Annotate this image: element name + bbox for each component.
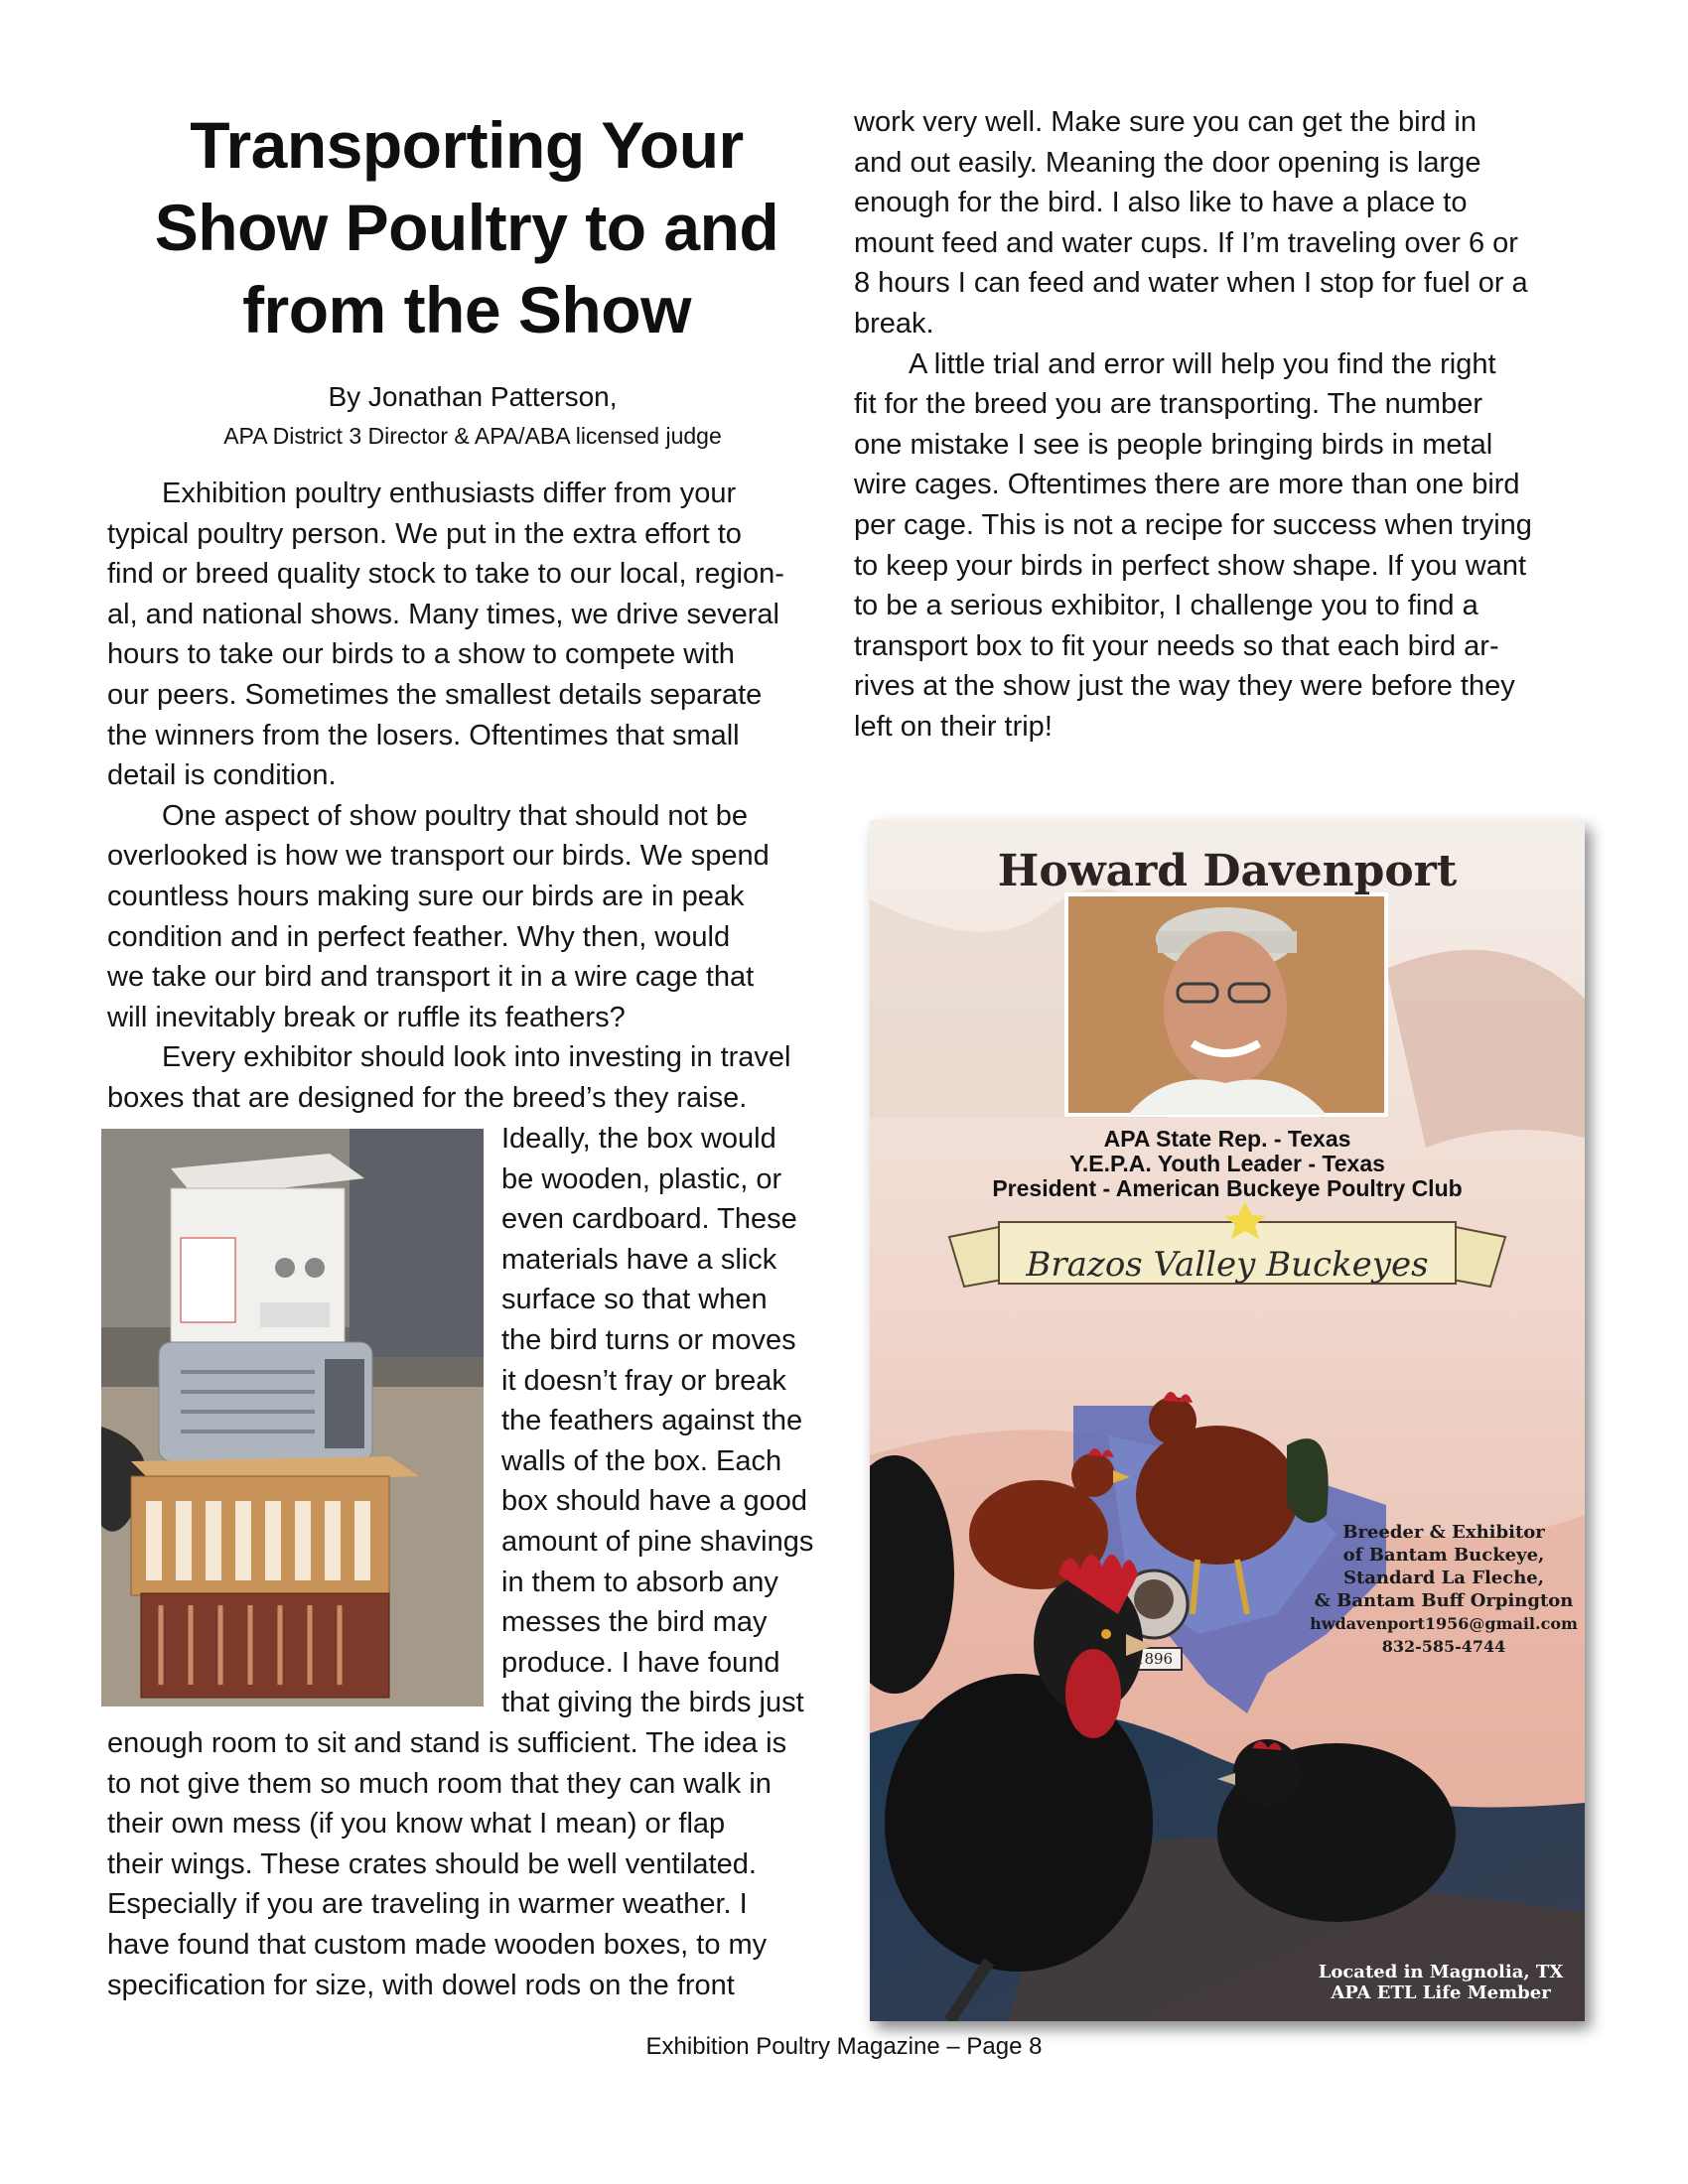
ad-location: Located in Magnolia, TX APA ETL Life Member — [1318, 1962, 1564, 2003]
body-paragraph: enough room to sit and stand is sufficient. The idea is to not give them so much room that they can walk in their own mess (if you know what I mean) or flap their wings. These crates should be well ventilated. Especially if you are traveling in warmer weather. I have found that custom made wooden boxes, to my specification for size, with dowel rods on the front — [107, 1727, 787, 2001]
ad-email: hwdavenport1956@gmail.com — [1310, 1614, 1578, 1633]
ad-background — [870, 820, 1585, 2021]
page-footer: Exhibition Poultry Magazine – Page 8 — [645, 2033, 1043, 2060]
ad-banner-text: Brazos Valley Buckeyes — [1026, 1245, 1429, 1285]
title-line: Transporting Your — [190, 108, 744, 182]
howard-davenport-ad — [870, 820, 1585, 2021]
ad-role: President - American Buckeye Poultry Club — [992, 1175, 1463, 1201]
title-line: from the Show — [242, 273, 691, 346]
title-line: Show Poultry to and — [154, 191, 779, 264]
author-affiliation: APA District 3 Director & APA/ABA licensed judge — [223, 423, 722, 449]
ad-phone: 832-585-4744 — [1381, 1637, 1506, 1656]
transport-boxes-illustration — [101, 1129, 484, 1706]
body-paragraph: work very well. Make sure you can get the bird in and out easily. Meaning the door opening is large enough for the bird. I also like to have a place to mount feed and water cups. If I’m traveling over 6 or 8 hours I can feed and water when I stop for fuel or a break. A little trial and error will help you find the right fit for the breed you are transporting. The number one mistake I see is people bringing birds in metal wire cages. Oftentimes there are more than one bird per cage. This is not a recipe for success when trying to keep your birds in perfect show shape. If you want to be a serious exhibitor, I challenge you to find a transport box to fit your needs so that each bird ar- rives at the show just the way they were before they left on their trip! — [854, 106, 1532, 743]
ad-medallion-year: 1896 — [1134, 1650, 1174, 1668]
ad-breeder-info: Breeder & Exhibitor of Bantam Buckeye, Standard La Fleche, & Bantam Buff Orpington hwdavenport1956@gmail.com 832-585-4744 — [1307, 1521, 1581, 1658]
body-paragraph-wrap: Ideally, the box would be wooden, plastic, or even cardboard. These materials have a slick surface so that when the bird turns or moves it doesn’t fray or break the feathers against the walls of the box. Each box should have a good amount of pine shavings in them to absorb any messes the bird may produce. I have found that giving the birds just — [501, 1123, 814, 1719]
author-byline: By Jonathan Patterson, — [328, 381, 618, 412]
ad-role: APA State Rep. - Texas — [1103, 1126, 1351, 1152]
article-title — [99, 104, 834, 351]
ad-name: Howard Davenport — [997, 846, 1458, 896]
transport-boxes-photo — [101, 1129, 484, 1706]
body-paragraph: Exhibition poultry enthusiasts differ from your typical poultry person. We put in the extra effort to find or breed quality stock to take to our local, region- al, and national shows. Many times, we drive several hours to take our birds to a show to compete with our peers. Sometimes the smallest details separate the winners from the losers. Oftentimes that small detail is condition. One aspect of show poultry that should not be overlooked is how we transport our birds. We spend countless hours making sure our birds are in peak condition and in perfect feather. Why then, would we take our bird and transport it in a wire cage that will inevitably break or ruffle its feathers? Every exhibitor should look into investing in travel boxes that are designed for the breed’s they raise. — [107, 478, 791, 1114]
ad-role: Y.E.P.A. Youth Leader - Texas — [1069, 1151, 1385, 1176]
